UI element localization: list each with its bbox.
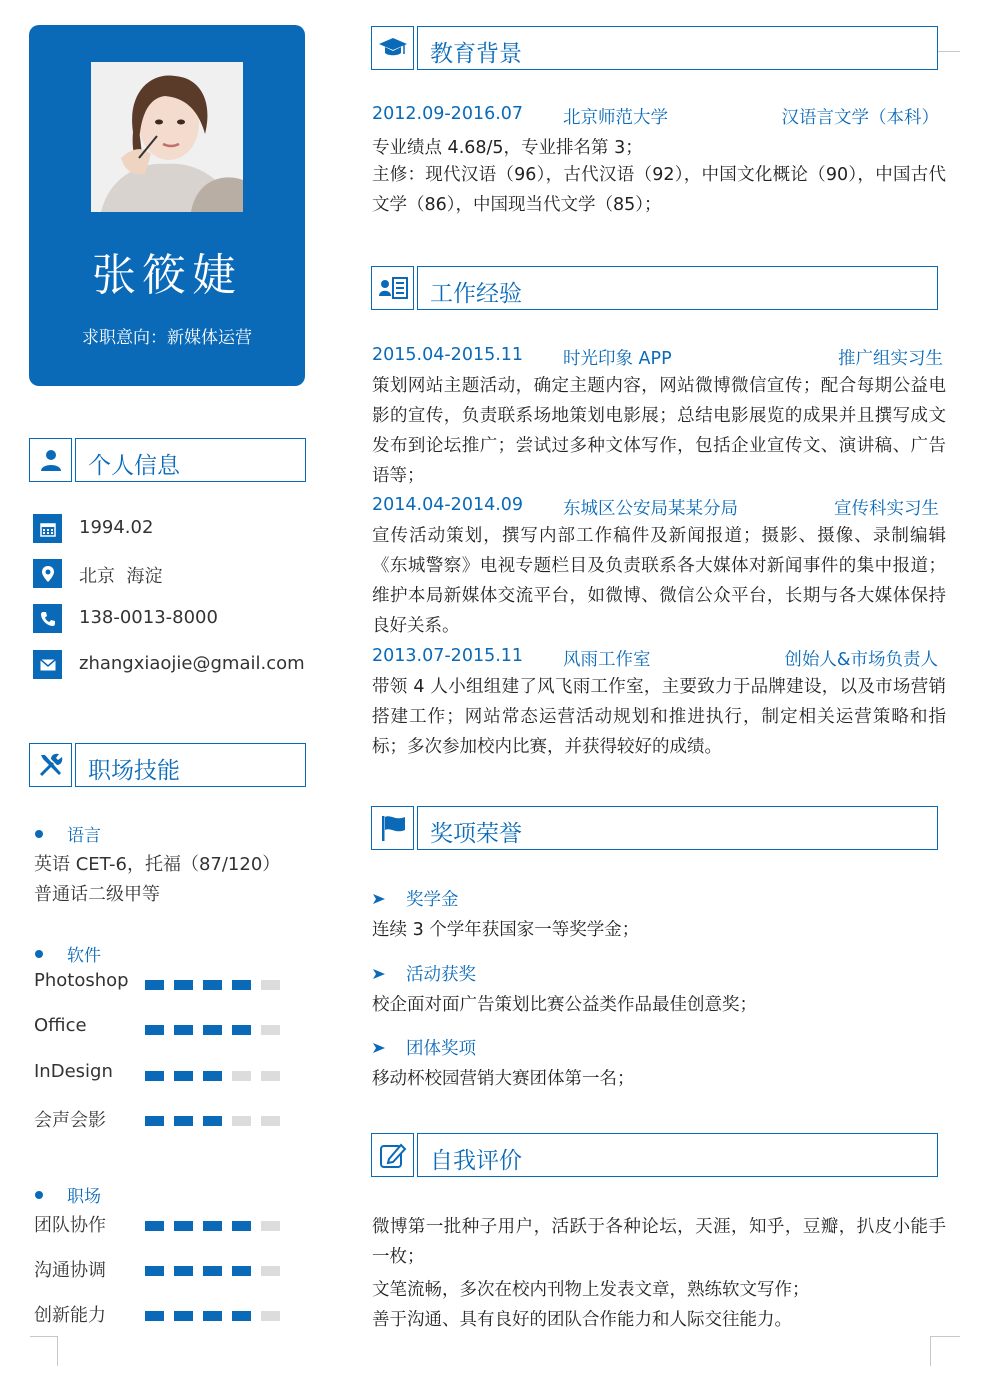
info-phone [33, 604, 313, 634]
job-intent: 求职意向：新媒体运营 [82, 328, 252, 348]
skill-bar-filled [203, 1221, 222, 1231]
skill-name: Photoshop [34, 970, 129, 991]
skill-bar-filled [174, 1025, 193, 1035]
skill-level-bars [145, 1025, 285, 1035]
skill-bar-filled [174, 1311, 193, 1321]
skill-bar-filled [232, 1266, 251, 1276]
award-desc: 校企面对面广告策划比赛公益类作品最佳创意奖； [372, 995, 757, 1015]
skill-level-bars [145, 1071, 285, 1081]
skill-bar-filled [174, 1071, 193, 1081]
award-title-text: 活动获奖 [406, 965, 476, 985]
skill-level-bars [145, 1116, 285, 1126]
mail-icon [33, 650, 62, 679]
skill-level-bars [145, 1311, 285, 1321]
work-period: 2014.04-2014.09 [372, 495, 524, 515]
language-line-1: 英语 CET-6，托福（87/120） [34, 854, 281, 875]
skill-bar-filled [174, 980, 193, 990]
section-title-box [417, 26, 938, 70]
skill-bar-filled [174, 1116, 193, 1126]
education-courses: 主修：现代汉语（96），古代汉语（92），中国文化概论（90），中国古代文学（86），中国现当代文学（85）； [372, 165, 946, 215]
bullet-dot [35, 1191, 43, 1199]
section-title-box [417, 266, 938, 310]
skill-name: InDesign [34, 1061, 113, 1082]
skill-bar-empty [261, 1311, 280, 1321]
section-title: 奖项荣誉 [430, 821, 522, 847]
skill-row [34, 1256, 294, 1282]
skill-bar-filled [145, 1266, 164, 1276]
skill-name: Office [34, 1015, 87, 1036]
work-org: 东城区公安局某某分局 [563, 499, 738, 519]
language-line-2: 普通话二级甲等 [34, 884, 160, 905]
skill-row [34, 1015, 294, 1041]
edit-icon [371, 1133, 414, 1177]
flag-icon [371, 806, 414, 850]
self-eval-3: 善于沟通、具有良好的团队合作能力和人际交往能力。 [372, 1310, 792, 1330]
corner-mark-bottom-left [30, 1336, 58, 1366]
skill-bar-filled [232, 1311, 251, 1321]
skill-level-bars [145, 1221, 285, 1231]
work-org: 风雨工作室 [563, 650, 651, 670]
section-title: 职场技能 [88, 758, 180, 784]
location-pin-icon [33, 559, 62, 588]
id-card-icon [371, 266, 414, 310]
birth-date: 1994.02 [79, 517, 154, 538]
work-period: 2013.07-2015.11 [372, 646, 524, 666]
info-birth [33, 514, 313, 544]
award-title [372, 886, 459, 911]
skill-group-title: 职场 [67, 1187, 101, 1207]
skill-bar-empty [261, 980, 280, 990]
phone-number: 138-0013-8000 [79, 607, 218, 628]
section-title-box [417, 1133, 938, 1177]
skill-group-language [35, 821, 101, 846]
section-header-awards [371, 806, 938, 850]
section-title: 教育背景 [430, 41, 522, 67]
education-major: 汉语言文学（本科） [781, 108, 939, 128]
bullet-dot [35, 950, 43, 958]
skill-bar-empty [261, 1071, 280, 1081]
section-title: 自我评价 [430, 1148, 522, 1174]
self-eval-2: 文笔流畅，多次在校内刊物上发表文章，熟练软文写作； [372, 1280, 810, 1300]
skill-bar-filled [203, 1266, 222, 1276]
skill-bar-filled [145, 1025, 164, 1035]
skill-level-bars [145, 1266, 285, 1276]
award-title [372, 961, 476, 986]
section-header-self [371, 1133, 938, 1177]
skill-bar-filled [232, 1221, 251, 1231]
skill-group-title: 语言 [67, 826, 101, 846]
skill-bar-filled [203, 1071, 222, 1081]
skill-row [34, 1106, 294, 1132]
award-title-text: 团体奖项 [406, 1039, 476, 1059]
section-title-box [417, 806, 938, 850]
phone-icon [33, 604, 62, 633]
skill-group-software [35, 941, 101, 966]
work-role: 创始人&市场负责人 [784, 650, 938, 670]
section-title-box [75, 438, 306, 482]
work-desc: 带领 4 人小组组建了风飞雨工作室，主要致力于品牌建设，以及市场营销搭建工作；网站常态运营活动规划和推进执行，制定相关运营策略和指标；多次参加校内比赛，并获得较好的成绩。 [372, 677, 946, 757]
skill-bar-filled [203, 1025, 222, 1035]
skill-bar-filled [174, 1221, 193, 1231]
tools-icon [29, 743, 72, 787]
candidate-name: 张筱婕 [92, 250, 242, 301]
calendar-icon [33, 514, 62, 543]
bullet-dot [35, 830, 43, 838]
award-desc: 连续 3 个学年获国家一等奖学金； [372, 920, 640, 940]
skill-group-title: 软件 [67, 946, 101, 966]
skill-bar-filled [203, 1311, 222, 1321]
skill-bar-empty [261, 1116, 280, 1126]
email-address: zhangxiaojie@gmail.com [79, 653, 305, 674]
corner-mark-bottom-right [930, 1336, 960, 1366]
education-period: 2012.09-2016.07 [372, 104, 524, 124]
portrait-illustration [91, 62, 243, 212]
section-title-box [75, 743, 306, 787]
work-desc: 策划网站主题活动，确定主题内容，网站微博微信宣传；配合每期公益电影的宣传，负责联系场地策划电影展；总结电影展览的成果并且撰写成文发布到论坛推广；尝试过多种文体写作，包括企业宣传文、演讲稿、广告语等； [372, 376, 946, 486]
skill-bar-filled [232, 1025, 251, 1035]
profile-card [29, 25, 305, 386]
info-email [33, 650, 313, 680]
skill-group-workplace [35, 1182, 101, 1207]
award-title-text: 奖学金 [406, 890, 459, 910]
info-location [33, 559, 313, 589]
education-school: 北京师范大学 [563, 108, 668, 128]
skill-row [34, 1301, 294, 1327]
skill-name: 创新能力 [34, 1305, 106, 1326]
section-header-work [371, 266, 938, 310]
section-title: 工作经验 [430, 281, 522, 307]
work-role: 宣传科实习生 [834, 499, 939, 519]
skill-name: 沟通协调 [34, 1260, 106, 1281]
skill-bar-filled [145, 980, 164, 990]
graduation-cap-icon [371, 26, 414, 70]
skill-bar-filled [145, 1071, 164, 1081]
education-gpa: 专业绩点 4.68/5，专业排名第 3； [372, 138, 643, 158]
skill-bar-filled [174, 1266, 193, 1276]
skill-bar-filled [203, 980, 222, 990]
arrow-right-icon [372, 1039, 406, 1059]
skill-row [34, 970, 294, 996]
skill-bar-filled [145, 1221, 164, 1231]
work-org: 时光印象 APP [563, 349, 672, 369]
award-desc: 移动杯校园营销大赛团体第一名； [372, 1069, 635, 1089]
section-header-education [371, 26, 938, 70]
avatar [91, 62, 243, 212]
arrow-right-icon [372, 965, 406, 985]
skill-bar-empty [261, 1221, 280, 1231]
award-title [372, 1035, 476, 1060]
section-header-personal [29, 438, 306, 482]
skill-bar-filled [145, 1116, 164, 1126]
skill-bar-filled [232, 980, 251, 990]
skill-level-bars [145, 980, 285, 990]
arrow-right-icon [372, 890, 406, 910]
location: 北京 海淀 [79, 566, 163, 587]
skill-row [34, 1211, 294, 1237]
skill-bar-filled [203, 1116, 222, 1126]
person-icon [29, 438, 72, 482]
skill-bar-empty [232, 1071, 251, 1081]
work-role: 推广组实习生 [838, 349, 943, 369]
work-desc: 宣传活动策划，撰写内部工作稿件及新闻报道；摄影、摄像、录制编辑《东城警察》电视专题栏目及负责联系各大媒体对新闻事件的集中报道；维护本局新媒体交流平台，如微博、微信公众平台，长期与各大媒体保持良好关系。 [372, 526, 946, 636]
work-period: 2015.04-2015.11 [372, 345, 524, 365]
skill-bar-empty [261, 1025, 280, 1035]
self-eval-1: 微博第一批种子用户，活跃于各种论坛，天涯，知乎，豆瓣，扒皮小能手一枚； [372, 1217, 946, 1267]
skill-name: 会声会影 [34, 1110, 106, 1131]
section-header-skills [29, 743, 306, 787]
section-title: 个人信息 [88, 453, 180, 479]
skill-name: 团队协作 [34, 1215, 106, 1236]
skill-bar-filled [145, 1311, 164, 1321]
skill-row [34, 1061, 294, 1087]
skill-bar-empty [232, 1116, 251, 1126]
skill-bar-empty [261, 1266, 280, 1276]
